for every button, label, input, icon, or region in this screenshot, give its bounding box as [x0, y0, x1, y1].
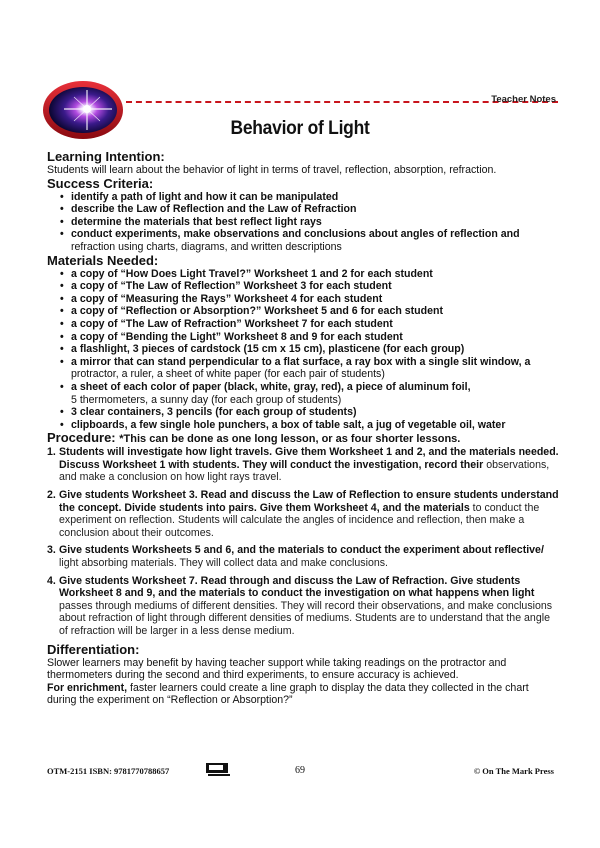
list-item: • a mirror that can stand perpendicular to a flat surface, a ray box with a single slit window, a protractor, a ruler, a sheet of white paper (for each pair of students): [60, 356, 559, 381]
list-item: • a copy of “How Does Light Travel?” Worksheet 1 and 2 for each student: [60, 268, 559, 281]
procedure-heading: Procedure: *This can be done as one long lesson, or as four shorter lessons.: [47, 430, 461, 446]
procedure-note: *This can be done as one long lesson, or as four shorter lessons.: [119, 433, 461, 446]
list-item: • describe the Law of Reflection and the Law of Refraction: [60, 203, 559, 216]
list-item: • a copy of “The Law of Refraction” Worksheet 7 for each student: [60, 318, 559, 331]
list-item: • a flashlight, 3 pieces of cardstock (15 cm x 15 cm), plasticene (for each group): [60, 343, 559, 356]
page-number: 69: [295, 765, 305, 776]
procedure-step: 4. Give students Worksheet 7. Read through and discuss the Law of Refraction. Give students Worksheet 8 and 9, and the materials to conduct the investigation on what happens when light passes through mediums of different densities. They will record their observations, and make conclusions about refraction of light through different densities of mediums. Students are to understand that the angle of refraction will be larger in a less dense medium.: [47, 574, 553, 637]
procedure-step: 2. Give students Worksheet 3. Read and discuss the Law of Reflection to ensure students understand the concept. Divide students into pairs. Give them Worksheet 4, and the materials to conduct the experiment on reflection. Students will calculate the angles of incidence and reflection, then make a conclusion about their outcomes.: [47, 489, 559, 539]
list-item: • identify a path of light and how it can be manipulated: [60, 191, 559, 204]
procedure-step: 3. Give students Worksheets 5 and 6, and the materials to conduct the experiment about reflective/ light absorbing materials. They will collect data and make conclusions.: [47, 544, 544, 570]
materials-list: [47, 268, 559, 432]
success-criteria-heading: Success Criteria:: [47, 175, 154, 191]
page-title: Behavior of Light: [230, 118, 370, 139]
success-criteria-list: [47, 191, 559, 254]
list-item: • a copy of “Bending the Light” Worksheet 8 and 9 for each student: [60, 331, 559, 344]
procedure-list: [47, 446, 559, 637]
materials-heading: Materials Needed:: [47, 252, 159, 268]
differentiation-text: Slower learners may benefit by having teacher support while taking readings on the protractor and thermometers during the second and third experiments, to ensure accuracy is achieved.: [47, 656, 507, 682]
list-item: • a sheet of each color of paper (black, white, gray, red), a piece of aluminum foil, 5 thermometers, a sunny day (for each group of students): [60, 381, 559, 406]
list-item: • determine the materials that best reflect light rays: [60, 216, 559, 229]
list-item: • a copy of “Measuring the Rays” Worksheet 4 for each student: [60, 293, 559, 306]
content: [47, 150, 559, 707]
footer-code: OTM-2151 ISBN: 9781770788657: [47, 766, 170, 776]
footer-publisher: © On The Mark Press: [473, 766, 554, 776]
section-label: Teacher Notes: [491, 94, 556, 105]
list-item: • conduct experiments, make observations and conclusions about angles of reflection and refraction using charts, diagrams, and written descriptions: [60, 228, 559, 253]
list-item: • clipboards, a few single hole punchers, a box of table salt, a jug of vegetable oil, water: [60, 419, 559, 432]
list-item: • 3 clear containers, 3 pencils (for each group of students): [60, 406, 559, 419]
list-item: • a copy of “Reflection or Absorption?” Worksheet 5 and 6 for each student: [60, 305, 559, 318]
differentiation-heading: Differentiation:: [47, 641, 140, 657]
learning-intention-heading: Learning Intention:: [47, 149, 165, 164]
procedure-step: 1. Students will investigate how light travels. Give them Worksheet 1 and 2, and the materials needed. Discuss Worksheet 1 with students. They will conduct the investigation, record their observations, and make a conclusion on how light rays travel.: [47, 446, 559, 484]
enrichment-text: For enrichment, faster learners could create a line graph to display the data they collected in the chart during the experiment on “Reflection or Absorption?”: [47, 681, 529, 707]
learning-intention-text: Students will learn about the behavior of light in terms of travel, reflection, absorption, refraction.: [47, 164, 497, 176]
list-item: • a copy of “The Law of Reflection” Worksheet 3 for each student: [60, 280, 559, 293]
